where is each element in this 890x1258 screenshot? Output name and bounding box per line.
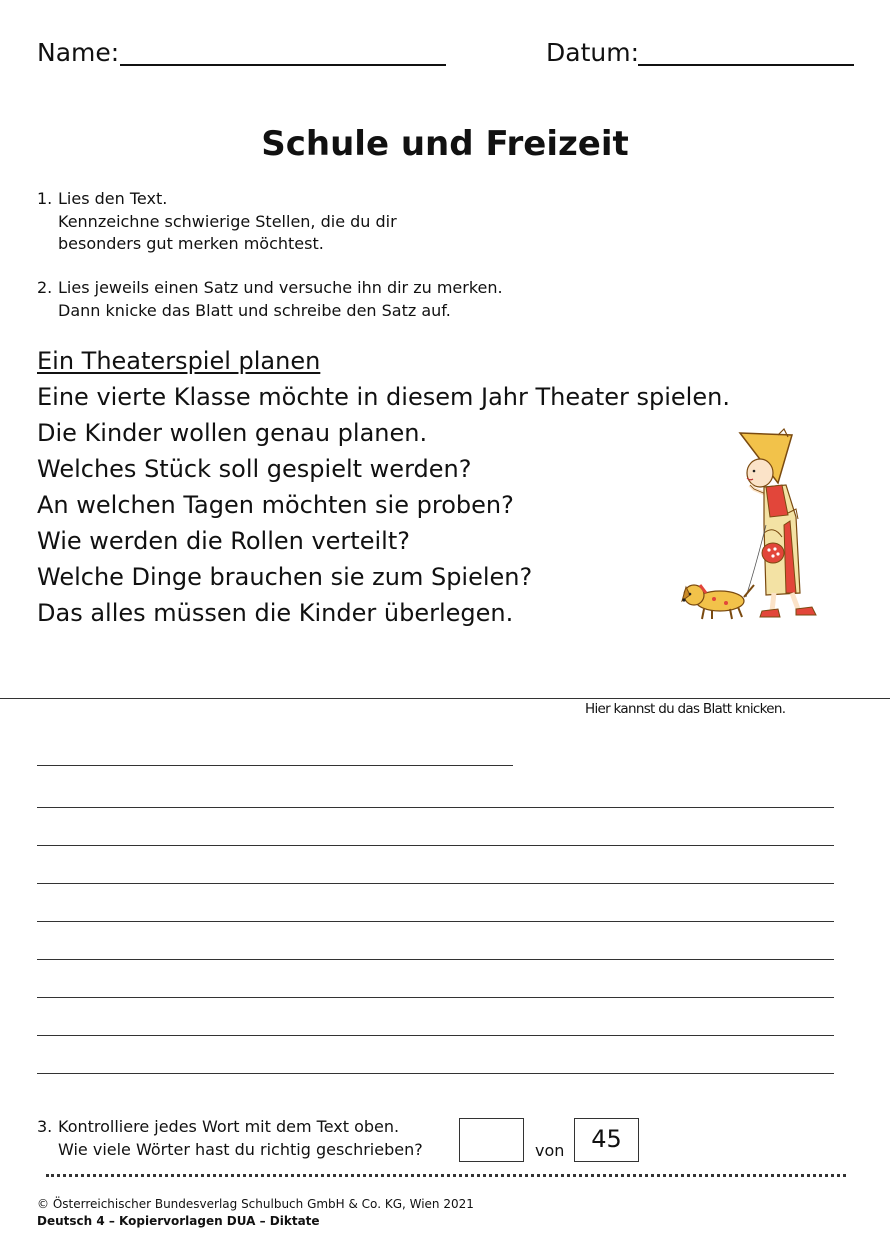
von-label: von — [535, 1141, 565, 1160]
instruction-number: 1. — [37, 189, 53, 208]
instruction-line: Lies jeweils einen Satz und versuche ihn dir zu merken. — [58, 278, 503, 297]
writing-line[interactable] — [37, 765, 513, 766]
copyright-text: © Österreichischer Bundesverlag Schulbuch GmbH & Co. KG, Wien 2021 — [37, 1197, 474, 1211]
date-field[interactable] — [638, 64, 854, 66]
writing-line[interactable] — [37, 883, 834, 884]
writing-line[interactable] — [37, 807, 834, 808]
story-sentence: An welchen Tagen möchten sie proben? — [37, 491, 514, 519]
total-words-box: 45 — [574, 1118, 639, 1162]
writing-line[interactable] — [37, 1073, 834, 1074]
instruction-line: Wie viele Wörter hast du richtig geschrieben? — [58, 1139, 423, 1159]
story-sentence: Eine vierte Klasse möchte in diesem Jahr Theater spielen. — [37, 383, 730, 411]
story-sentence: Die Kinder wollen genau planen. — [37, 419, 428, 447]
girl-with-dog-illustration — [670, 425, 830, 630]
story-sentence: Welches Stück soll gespielt werden? — [37, 455, 472, 483]
writing-line[interactable] — [37, 1035, 834, 1036]
instruction-line: besonders gut merken möchtest. — [58, 234, 324, 253]
story-sentence: Wie werden die Rollen verteilt? — [37, 527, 410, 555]
date-label: Datum: — [546, 38, 639, 67]
dotted-separator — [46, 1174, 846, 1177]
story-sentence: Welche Dinge brauchen sie zum Spielen? — [37, 563, 533, 591]
writing-line[interactable] — [37, 997, 834, 998]
name-field[interactable] — [120, 64, 446, 66]
page-title: Schule und Freizeit — [261, 124, 629, 164]
instruction-line: Lies den Text. — [58, 189, 168, 208]
name-label: Name: — [37, 38, 120, 67]
writing-line[interactable] — [37, 959, 834, 960]
instruction-line: Kontrolliere jedes Wort mit dem Text oben. — [58, 1117, 400, 1136]
fold-line — [0, 698, 890, 699]
correct-count-box[interactable] — [459, 1118, 524, 1162]
instruction-1 — [37, 188, 557, 256]
instruction-3 — [37, 1116, 457, 1161]
writing-line[interactable] — [37, 921, 834, 922]
instruction-line: Kennzeichne schwierige Stellen, die du dir — [58, 211, 397, 231]
instruction-2 — [37, 277, 557, 322]
writing-line[interactable] — [37, 845, 834, 846]
story-sentence: Das alles müssen die Kinder überlegen. — [37, 599, 514, 627]
series-title: Deutsch 4 – Kopiervorlagen DUA – Diktate — [37, 1214, 320, 1228]
instruction-number: 3. — [37, 1117, 53, 1136]
instruction-line: Dann knicke das Blatt und schreibe den Satz auf. — [58, 300, 451, 320]
fold-note: Hier kannst du das Blatt knicken. — [585, 701, 786, 717]
story-text — [37, 343, 737, 631]
instruction-number: 2. — [37, 278, 53, 297]
story-heading: Ein Theaterspiel planen — [37, 347, 321, 375]
